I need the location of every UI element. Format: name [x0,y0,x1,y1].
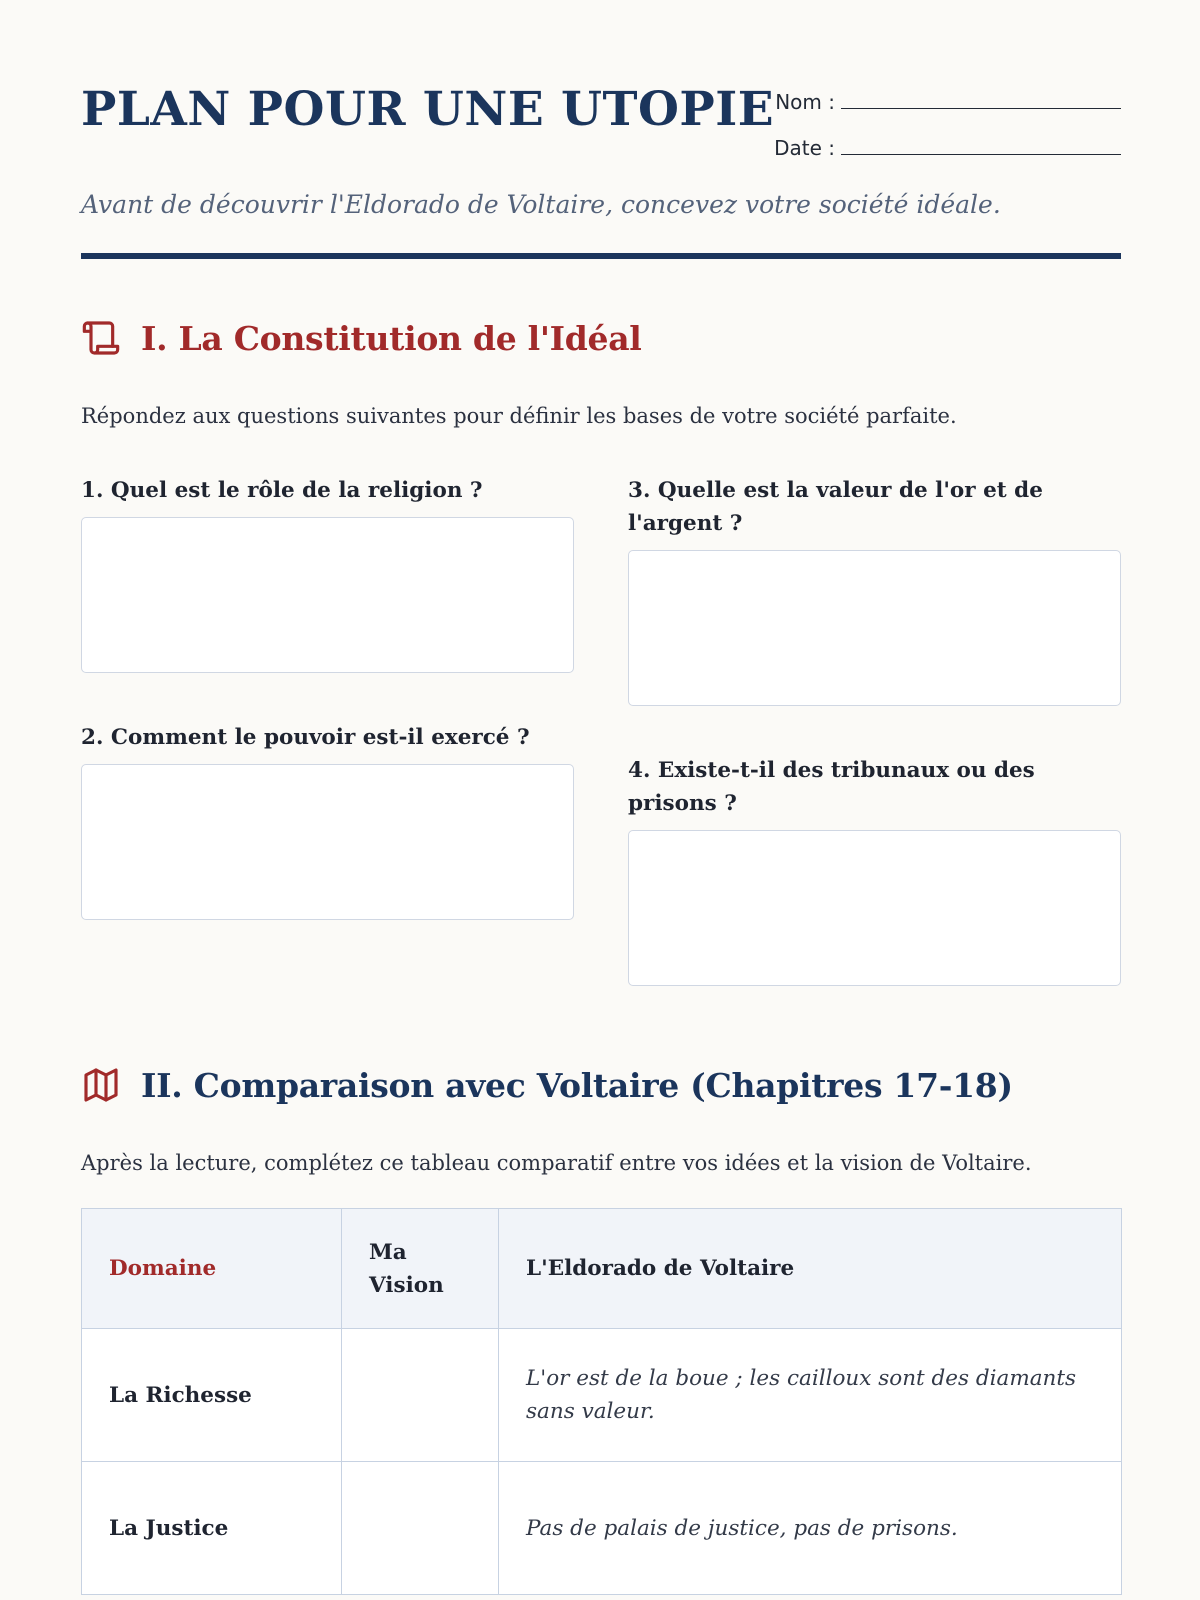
row-1-my-vision-cell[interactable] [342,1329,499,1462]
question-2-label: 2. Comment le pouvoir est-il exercé ? [81,725,530,750]
question-1-label: 1. Quel est le rôle de la religion ? [81,478,483,503]
row-2-voltaire: Pas de palais de justice, pas de prisons. [499,1462,1122,1595]
question-4 [628,754,1121,986]
question-4-label: 4. Existe-t-il des tribunaux ou des prisons ? [628,758,1035,816]
row-2-domain: La Justice [82,1462,342,1595]
section-2-heading [81,1065,1013,1105]
question-3-label: 3. Quelle est la valeur de l'or et de l'argent ? [628,478,1043,536]
header-voltaire: L'Eldorado de Voltaire [499,1209,1122,1329]
table-row [82,1329,1122,1462]
question-4-answer-box[interactable] [628,830,1121,986]
section-1-heading [81,318,642,358]
section-2-intro: Après la lecture, complétez ce tableau comparatif entre vos idées et la vision de Voltaire. [81,1151,1032,1175]
row-2-my-vision-cell[interactable] [342,1462,499,1595]
page-subtitle: Avant de découvrir l'Eldorado de Voltaire, concevez votre société idéale. [81,190,1001,219]
name-label: Nom : [775,90,835,114]
table-header-row [82,1209,1122,1329]
section-1-intro: Répondez aux questions suivantes pour définir les bases de votre société parfaite. [81,404,957,428]
name-field[interactable] [841,108,1121,109]
section-1-title: I. La Constitution de l'Idéal [141,318,642,358]
header-my-vision: Ma Vision [342,1209,499,1329]
student-info [759,78,1121,170]
comparison-table [81,1208,1122,1595]
row-1-voltaire: L'or est de la boue ; les cailloux sont des diamants sans valeur. [499,1329,1122,1462]
section-2-title: II. Comparaison avec Voltaire (Chapitres 17-18) [141,1065,1013,1105]
question-1-answer-box[interactable] [81,517,574,673]
header-divider [81,253,1121,259]
page-title: PLAN POUR UNE UTOPIE [81,82,775,137]
scroll-icon [81,318,121,358]
question-3 [628,474,1121,706]
table-row [82,1462,1122,1595]
question-2 [81,721,574,920]
header-domain: Domaine [82,1209,342,1329]
name-row [759,78,1121,114]
date-label: Date : [774,136,835,160]
question-2-answer-box[interactable] [81,764,574,920]
date-row [759,124,1121,160]
map-icon [81,1065,121,1105]
date-field[interactable] [841,154,1121,155]
question-3-answer-box[interactable] [628,550,1121,706]
question-1 [81,474,574,673]
row-1-domain: La Richesse [82,1329,342,1462]
